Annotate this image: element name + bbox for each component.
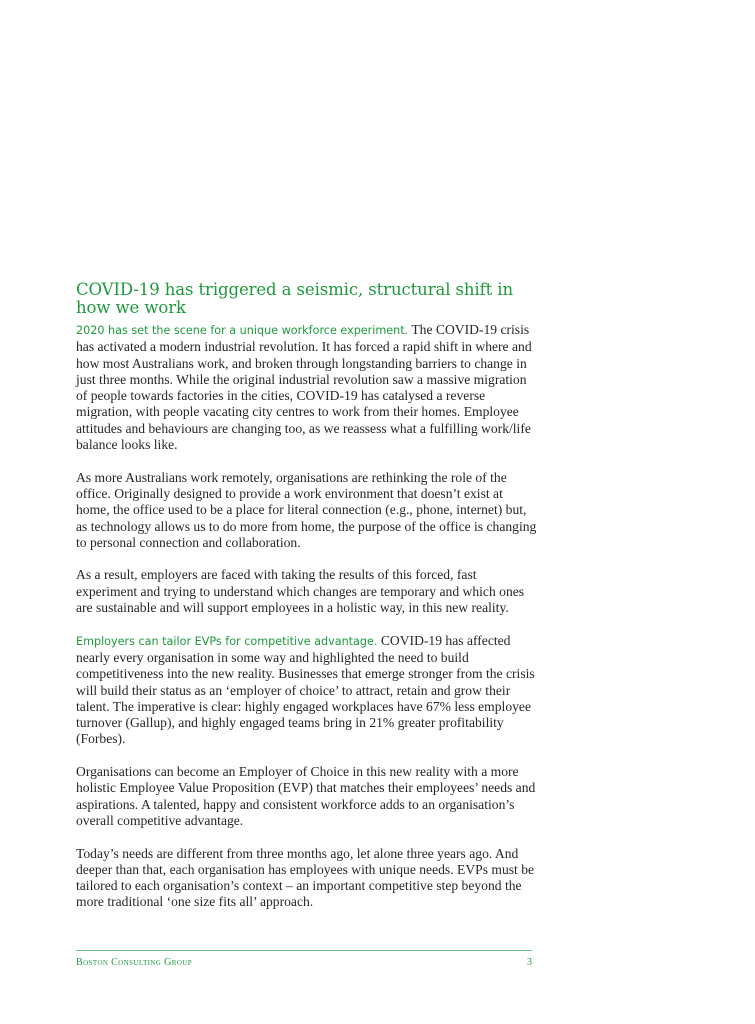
paragraph-text-5: Organisations can become an Employer of Choice in this new reality with a more holistic Employee Value Proposition (EVP) that matches their employees’ needs and aspirations. A talented, happy and consistent workforce adds to an organisation’s overall competitive advantage. [76,764,536,828]
paragraph-3 [76,567,538,616]
paragraph-6 [76,846,538,911]
page-number: 3 [527,957,532,968]
section-heading: COVID-19 has triggered a seismic, structural shift in how we work [76,280,513,317]
paragraph-2 [76,470,538,551]
paragraph-text-4: COVID-19 has affected nearly every organisation in some way and highlighted the need to build competitiveness into the new reality. Businesses that emerge stronger from the crisis will build their status as an ‘employer of choice’ to attract, retain and grow their talent. The imperative is clear: highly engaged workplaces have 67% less employee turnover (Gallup), and highly engaged teams bring in 21% greater profitability (Forbes). [76,632,535,747]
paragraph-text-2: As more Australians work remotely, organisations are rethinking the role of the office. Originally designed to provide a work environment that doesn’t exist at home, the office used to be a place for literal connection (e.g., phone, internet) but, as technology allows us to do more from home, the purpose of the office is changing to personal connection and collaboration. [76,469,537,550]
paragraph-5 [76,764,538,829]
footer-brand: Boston Consulting Group [76,957,193,968]
article-body [76,281,538,927]
paragraph-text-1: The COVID-19 crisis has activated a modern industrial revolution. It has forced a rapid shift in where and how most Australians work, and broken through longstanding barriers to change in just three months. While the original industrial revolution saw a massive migration of people towards factories in the cities, COVID-19 has catalysed a reverse migration, with people vacating city centres to work from their homes. Employee attitudes and behaviours are changing too, as we reassess what a fulfilling work/life balance looks like. [76,322,532,453]
lead-in-4: Employers can tailor EVPs for competitive advantage. [76,634,378,648]
paragraph-1 [76,322,538,453]
lead-in-1: 2020 has set the scene for a unique workforce experiment. [76,324,409,337]
page-footer [76,950,532,968]
paragraph-4 [76,633,538,748]
paragraph-text-3: As a result, employers are faced with taking the results of this forced, fast experiment and trying to understand which changes are temporary and which ones are sustainable and will support employees in a holistic way, in this new reality. [76,567,525,616]
paragraph-text-6: Today’s needs are different from three months ago, let alone three years ago. And deeper than that, each organisation has employees with unique needs. EVPs must be tailored to each organisation’s context – an important competitive step beyond the more traditional ‘one size fits all’ approach. [76,845,535,910]
